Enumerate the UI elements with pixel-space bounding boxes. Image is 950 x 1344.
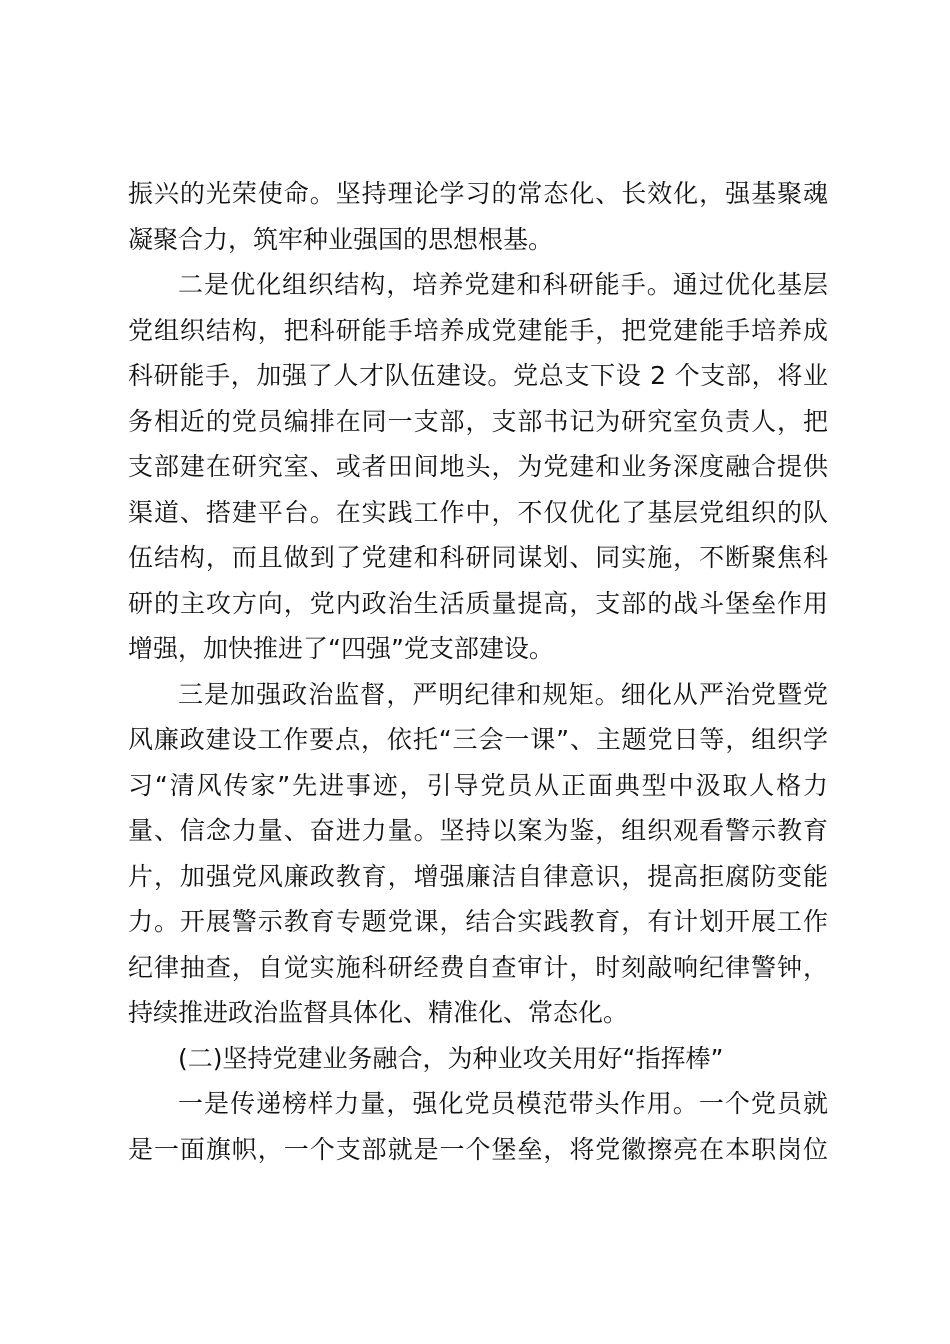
body-line: 凝聚合力，筑牢种业强国的思想根基。	[128, 224, 554, 254]
body-line: 纪律抽查，自觉实施科研经费自查审计，时刻敲响纪律警钟，	[128, 952, 828, 982]
body-line: 务相近的党员编排在同一支部，支部书记为研究室负责人，把	[128, 406, 828, 436]
body-line: 研的主攻方向，党内政治生活质量提高，支部的战斗堡垒作用	[128, 588, 828, 618]
body-line: 党组织结构，把科研能手培养成党建能手，把党建能手培养成	[128, 315, 828, 345]
body-line: 习“清风传家”先进事迹，引导党员从正面典型中汲取人格力	[128, 770, 828, 800]
paragraph-start-line: 三是加强政治监督，严明纪律和规矩。细化从严治党暨党	[178, 679, 828, 709]
paragraph-start-line: 二是优化组织结构，培养党建和科研能手。通过优化基层	[178, 270, 828, 299]
body-line: 风廉政建设工作要点，依托“三会一课”、主题党日等，组织学	[128, 725, 828, 754]
body-line: 振兴的光荣使命。坚持理论学习的常态化、长效化，强基聚魂	[128, 179, 828, 208]
body-line: 力。开展警示教育专题党课，结合实践教育，有计划开展工作	[128, 907, 828, 936]
body-line: 支部建在研究室、或者田间地头，为党建和业务深度融合提供	[128, 452, 828, 481]
body-line: 持续推进政治监督具体化、精准化、常态化。	[128, 998, 629, 1027]
body-line: 渠道、搭建平台。在实践工作中，不仅优化了基层党组织的队	[128, 497, 828, 527]
section-heading: (二)坚持党建业务融合，为种业攻关用好“指挥棒”	[178, 1043, 724, 1073]
body-line: 片，加强党风廉政教育，增强廉洁自律意识，提高拒腐防变能	[128, 861, 828, 891]
paragraph-start-line: 一是传递榜样力量，强化党员模范带头作用。一个党员就	[178, 1089, 828, 1118]
body-line: 是一面旗帜，一个支部就是一个堡垒，将党徽擦亮在本职岗位	[128, 1134, 828, 1164]
body-line: 伍结构，而且做到了党建和科研同谋划、同实施，不断聚焦科	[128, 543, 828, 572]
body-line: 科研能手，加强了人才队伍建设。党总支下设 2 个支部，将业	[128, 361, 828, 390]
document-body	[128, 171, 828, 1172]
body-line: 量、信念力量、奋进力量。坚持以案为鉴，组织观看警示教育	[128, 816, 828, 845]
body-line: 增强，加快推进了“四强”党支部建设。	[128, 634, 554, 663]
